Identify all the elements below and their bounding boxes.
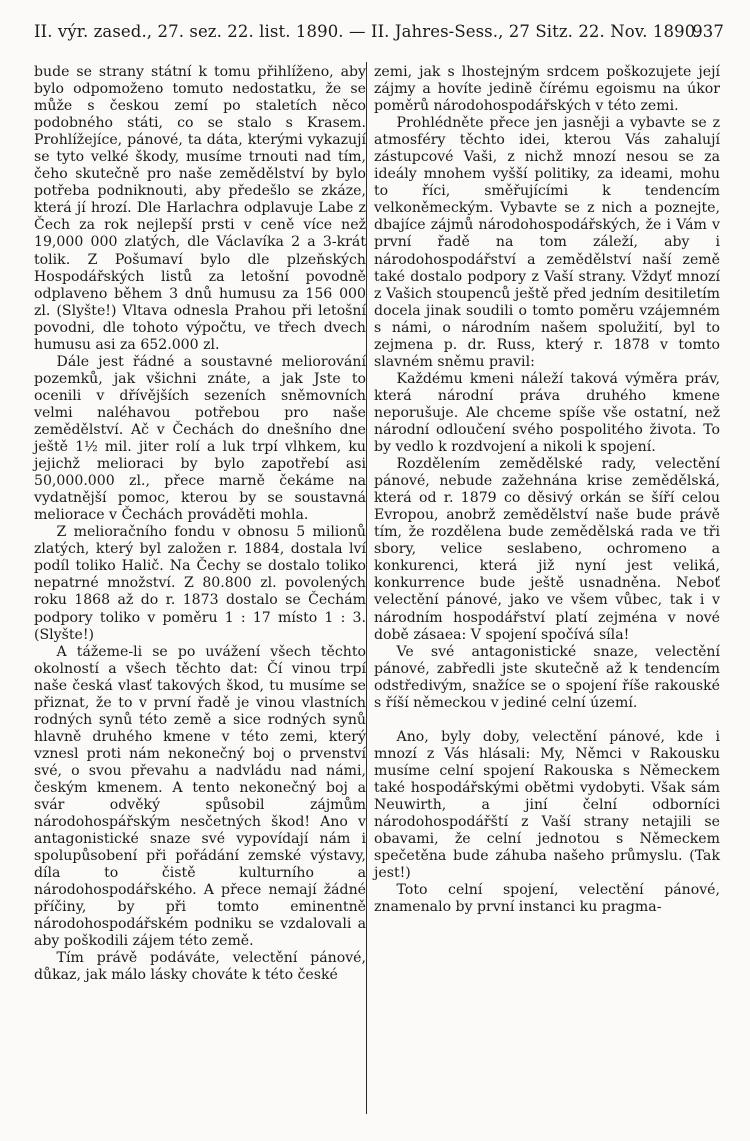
left-column bbox=[34, 64, 366, 985]
right-column bbox=[374, 64, 720, 916]
paragraph: Každému kmeni náleží taková výměra práv, která národní práva druhého kmene neporušuje. Ale chceme spíše vše ostatní, než národní odloučení svého pospolitého života. To by vedlo k rozdvojení a nikoli k spojení. bbox=[374, 370, 720, 456]
page-number: 937 bbox=[692, 22, 724, 41]
paragraph: Rozdělením zemědělské rady, velectění pánové, nebude zažehnána krise zemědělská, která od r. 1879 co děsivý orkán se šíří celou Evropou, anobrž zemědělství naše bude právě tím, že rozdělena bude zemědělská rada ve tři sbory, velice seslabeno, ochromeno a konkurenci, která již nyní jest veliká, konkurrence bude ještě usnadněna. Neboť velectění pánové, jako ve všem vůbec, tak i v národním hospodářství platí zejména v nové době zásaea: V spojení spočívá síla! bbox=[374, 456, 720, 643]
paragraph: A tážeme-li se po uvážení všech těchto okolností a všech těchto dat: Čí vinou trpí naše česká vlasť takových škod, tu musíme se přiznat, že to v první řadě je vinou vlastních rodných synů této země a sice rodných synů hlavně druhého kmene v této zemi, který vznesl proti nám nekonečný boj o prvenství své, o svou převahu a nadvládu nad námi, českým kmenem. A tento nekonečný boj a svár odvěký spůsobil zájmům národohospářským nesčetných škod! Ano v antagonistické snaze své vypovídají nám i spolupůsobení při pořádání zemské výstavy, díla to čistě kulturního a národohospodářského. A přece nemají žádné příčiny, by při tomto eminentně národohospodářském podniku se vzdalovali a aby poškodili zájem této země. bbox=[34, 643, 366, 950]
running-header: II. výr. zased., 27. sez. 22. list. 1890. — II. Jahres-Sess., 27 Sitz. 22. Nov. 1890. bbox=[34, 22, 701, 41]
paragraph: Ano, byly doby, velectění pánové, kde i mnozí z Vás hlásali: My, Němci v Rakousku musíme celní spojení Rakouska s Německem také hospodářskými obětmi vydobyti. Však sám Neuwirth, a jiní čelní odborníci národohospodářští z Vaší strany netajili se obavami, že celní jednotou s Německem spečetěna bude záhuba našeho průmyslu. (Tak jest!) bbox=[374, 728, 720, 882]
paragraph: Prohlédněte přece jen jasněji a vybavte se z atmosféry těchto idei, kterou Vás zahalují zástupcové Vaši, z nichž mnozí nesou se za ideály mnohem vyšší politiky, za ideami, mohu to říci, směřujícími k tendencím velkoněmeckým. Vybavte se z nich a poznejte, dbajíce zájmů národohospodářských, že i Vám v první řadě na tom záleží, aby i národohospodářství a zemědělství naší země také dostalo podpory z Vaší strany. Vždyť mnozí z Vašich stoupenců ještě před jedním desitiletím docela jinak soudili o tomto poměru vzájemném s námi, o národním našem spolužití, byl to zejmena p. dr. Russ, který r. 1878 v tomto slavném sněmu pravil: bbox=[374, 115, 720, 370]
paragraph: Z melioračního fondu v obnosu 5 milionů zlatých, který byl založen r. 1884, dostala lví podíl toliko Halič. Na Čechy se dostalo toliko nepatrné množství. Z 80.800 zl. povolených roku 1868 až do r. 1873 dostalo se Čechám podpory toliko v poměru 1 : 17 místo 1 : 3. (Slyšte!) bbox=[34, 524, 366, 643]
paragraph: Tím právě podáváte, velectění pánové, důkaz, jak málo lásky chováte k této české bbox=[34, 950, 366, 984]
paragraph: Toto celní spojení, velectění pánové, znamenalo by první instanci ku pragma- bbox=[374, 882, 720, 916]
paragraph: zemi, jak s lhostejným srdcem poškozujete její zájmy a hovíte jedině čírému egoismu na úkor poměrů národohospodářských v této zemi. bbox=[374, 64, 720, 115]
column-divider bbox=[366, 62, 367, 1114]
paragraph: Dále jest řádné a soustavné meliorování pozemků, jak všichni znáte, a jak Jste to ocenili v dřívějších sezeních sněmovních velmi naléhavou potřebou pro naše zemědělství. Ač v Čechách do dnešního dne ještě 1½ mil. jiter rolí a luk trpí vlhkem, ku jejichž melioraci by bylo zapotřebí asi 50,000.000 zl., přece marně čekáme na vydatnější pomoc, kterou by se soustavná meliorace v Čechách prováděti mohla. bbox=[34, 353, 366, 524]
paragraph: bude se strany státní k tomu přihlíženo, aby bylo odpomoženo tomuto nedostatku, že se může s českou zemí po staletích něco podobného státi, co se stalo s Krasem. Prohlížejíce, pánové, ta dáta, kterými vykazují se tyto velké škody, musíme trnouti nad tím, čeho skutečně pro naše zemědělství by bylo potřeba podniknouti, aby předešlo se zkáze, která jí hrozí. Dle Harlachra odplavuje Labe z Čech za rok nejlepší prsti v ceně více než 19,000 000 zlatých, dle Václavíka 2 a 3-krát tolik. Z Pošumaví bylo dle plzeňských Hospodářských listů za letošní povodně odplaveno během 3 dnů humusu za 156 000 zl. (Slyšte!) Vltava odnesla Prahou při letošní povodni, dle tohoto výpočtu, ve třech dvech humusu asi za 652.000 zl. bbox=[34, 64, 366, 353]
paragraph: Ve své antagonistické snaze, velectění pánové, zabředli jste skutečně až k tendencím odstředivým, snažíce se o spojení říše rakouské s říší německou v jediné celní území. bbox=[374, 643, 720, 711]
